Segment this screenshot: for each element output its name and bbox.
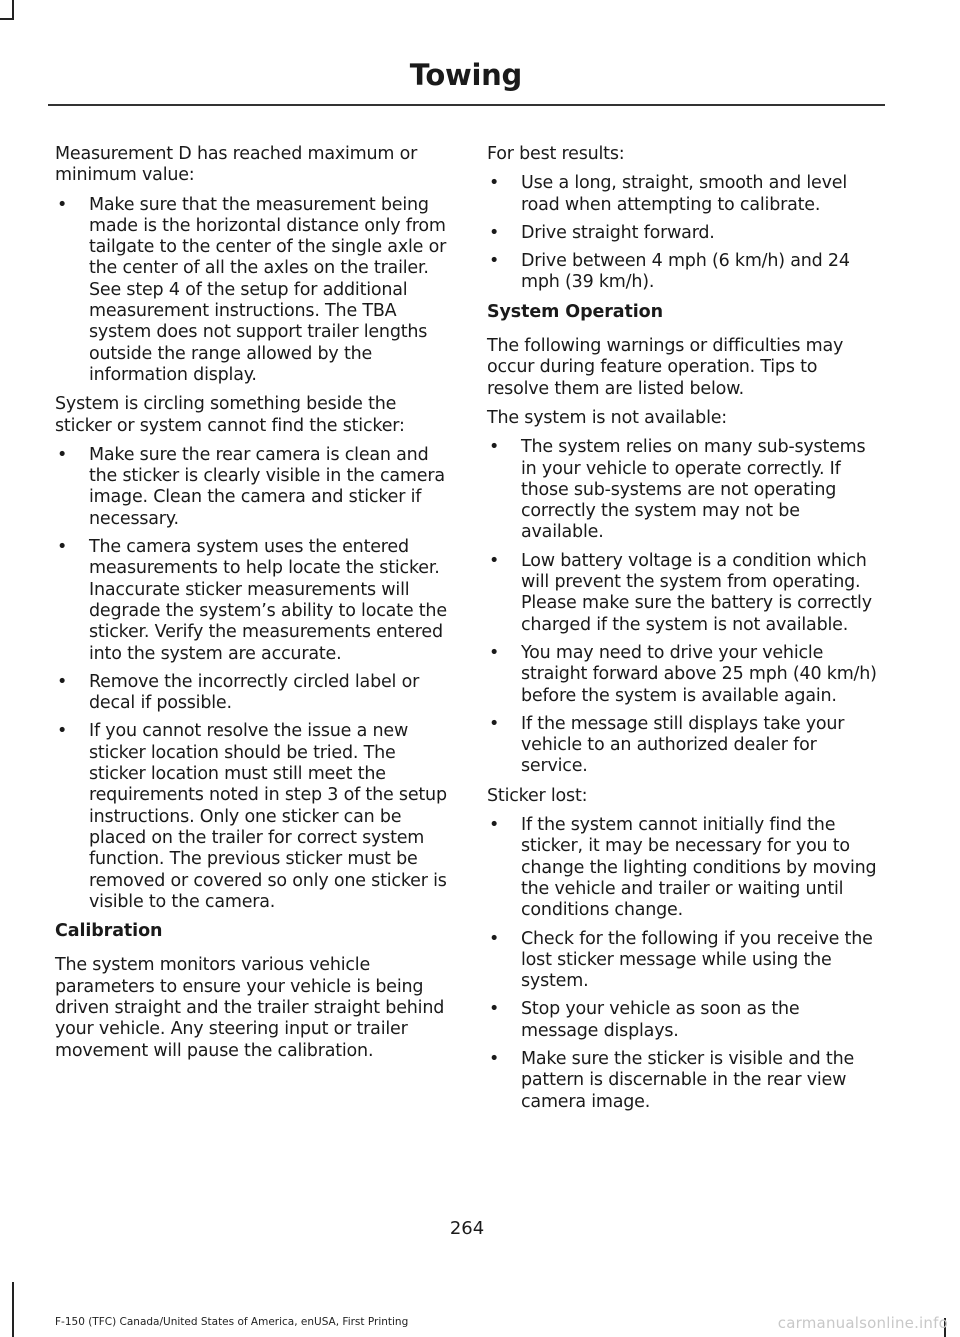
bullet: • [489, 815, 500, 836]
list-item [487, 173, 882, 216]
bullet: • [489, 550, 500, 571]
list-item [487, 714, 882, 778]
bullet: • [489, 222, 500, 243]
bullet: • [489, 928, 500, 949]
bullet: • [489, 1048, 500, 1069]
list-item-text: The camera system uses the entered measurements to help locate the sticker. Inaccurate sticker measurements will degrade the system’s ability to locate the sticker. Verify the measurements entered into the system are accurate. [89, 537, 447, 664]
header-divider [48, 104, 885, 106]
list-item [487, 643, 882, 707]
crop-mark [12, 0, 14, 20]
list-item [487, 815, 882, 921]
list-item-text: If the system cannot initially find the sticker, it may be necessary for you to change the lighting conditions by moving the vehicle and trailer or waiting until conditions change. [521, 815, 877, 921]
paragraph: Measurement D has reached maximum or minimum value: [55, 144, 418, 186]
list-item-text: If the message still displays take your vehicle to an authorized dealer for service. [521, 713, 845, 777]
left-column [55, 144, 450, 1070]
bullet-list [487, 173, 882, 293]
section-heading: Calibration [55, 921, 163, 942]
list-item-text: Make sure the sticker is visible and the pattern is discernable in the rear view camera image. [521, 1048, 855, 1112]
list-item-text: Low battery voltage is a condition which will prevent the system from operating. Please make sure the battery is correctly charged if the system is not available. [521, 550, 872, 635]
list-item-text: Use a long, straight, smooth and level road when attempting to calibrate. [521, 173, 847, 215]
bullet: • [57, 194, 68, 215]
bullet: • [57, 537, 68, 558]
list-item-text: Make sure the rear camera is clean and the sticker is clearly visible in the camera image. Clean the camera and sticker if necessary. [89, 444, 445, 529]
watermark: carmanualsonline.info [777, 1314, 948, 1332]
bullet: • [489, 999, 500, 1020]
list-item-text: Stop your vehicle as soon as the message displays. [521, 999, 800, 1041]
section-heading: System Operation [487, 301, 663, 322]
list-item [55, 537, 450, 665]
paragraph: The following warnings or difficulties may occur during feature operation. Tips to resolve them are listed below. [487, 336, 844, 399]
paragraph: System is circling something beside the sticker or system cannot find the sticker: [55, 394, 405, 436]
list-item-text: Drive straight forward. [521, 222, 715, 243]
bullet: • [57, 444, 68, 465]
bullet-list [487, 815, 882, 1113]
list-item-text: Remove the incorrectly circled label or decal if possible. [89, 671, 420, 714]
bullet: • [489, 251, 500, 272]
crop-mark [12, 1282, 14, 1337]
list-item [55, 195, 450, 387]
bullet-list [55, 445, 450, 913]
list-item-text: Make sure that the measurement being made is the horizontal distance only from tailgate to the center of the single axle or the center of all the axles on the trailer. See step 4 of the setup for additional measurement instructions. The TBA system does not support trailer lengths outside the range allowed by the information display. [89, 194, 447, 385]
list-item [55, 721, 450, 913]
list-item-text: You may need to drive your vehicle straight forward above 25 mph (40 km/h) before the system is available again. [521, 642, 877, 706]
page-number: 264 [449, 1218, 485, 1239]
list-item-text: If you cannot resolve the issue a new sticker location should be tried. The sticker location must still meet the requirements noted in step 3 of the setup instructions. Only one sticker can be placed on the trailer for correct system function. The previous sticker must be removed or covered so only one sticker is visible to the camera. [89, 721, 447, 912]
list-item [487, 551, 882, 636]
list-item [55, 672, 450, 715]
list-item-text: Drive between 4 mph (6 km/h) and 24 mph (39 km/h). [521, 251, 850, 293]
bullet: • [489, 642, 500, 663]
paragraph: For best results: [487, 144, 625, 164]
bullet: • [57, 671, 68, 692]
list-item-text: The system relies on many sub-systems in your vehicle to operate correctly. If those sub-systems are not operating correctly the system may not be available. [521, 437, 866, 543]
list-item [487, 223, 882, 244]
list-item [55, 445, 450, 530]
bullet: • [57, 721, 68, 742]
right-column [487, 144, 882, 1121]
paragraph: Sticker lost: [487, 785, 588, 806]
bullet: • [489, 437, 500, 458]
bullet-list [55, 195, 450, 387]
list-item-text: Check for the following if you receive the lost sticker message while using the system. [521, 928, 873, 992]
list-item [487, 251, 882, 294]
paragraph: The system monitors various vehicle parameters to ensure your vehicle is being driven straight and the trailer straight behind your vehicle. Any steering input or trailer movement will pause the calibration. [55, 955, 445, 1061]
crop-mark [0, 18, 14, 20]
footer-text: F-150 (TFC) Canada/United States of America, enUSA, First Printing [55, 1316, 409, 1328]
bullet: • [489, 713, 500, 734]
page-title: Towing [409, 58, 522, 92]
list-item [487, 437, 882, 543]
list-item [487, 929, 882, 993]
bullet: • [489, 173, 500, 194]
bullet-list [487, 437, 882, 777]
paragraph: The system is not available: [487, 407, 727, 428]
list-item [487, 999, 882, 1042]
list-item [487, 1049, 882, 1113]
